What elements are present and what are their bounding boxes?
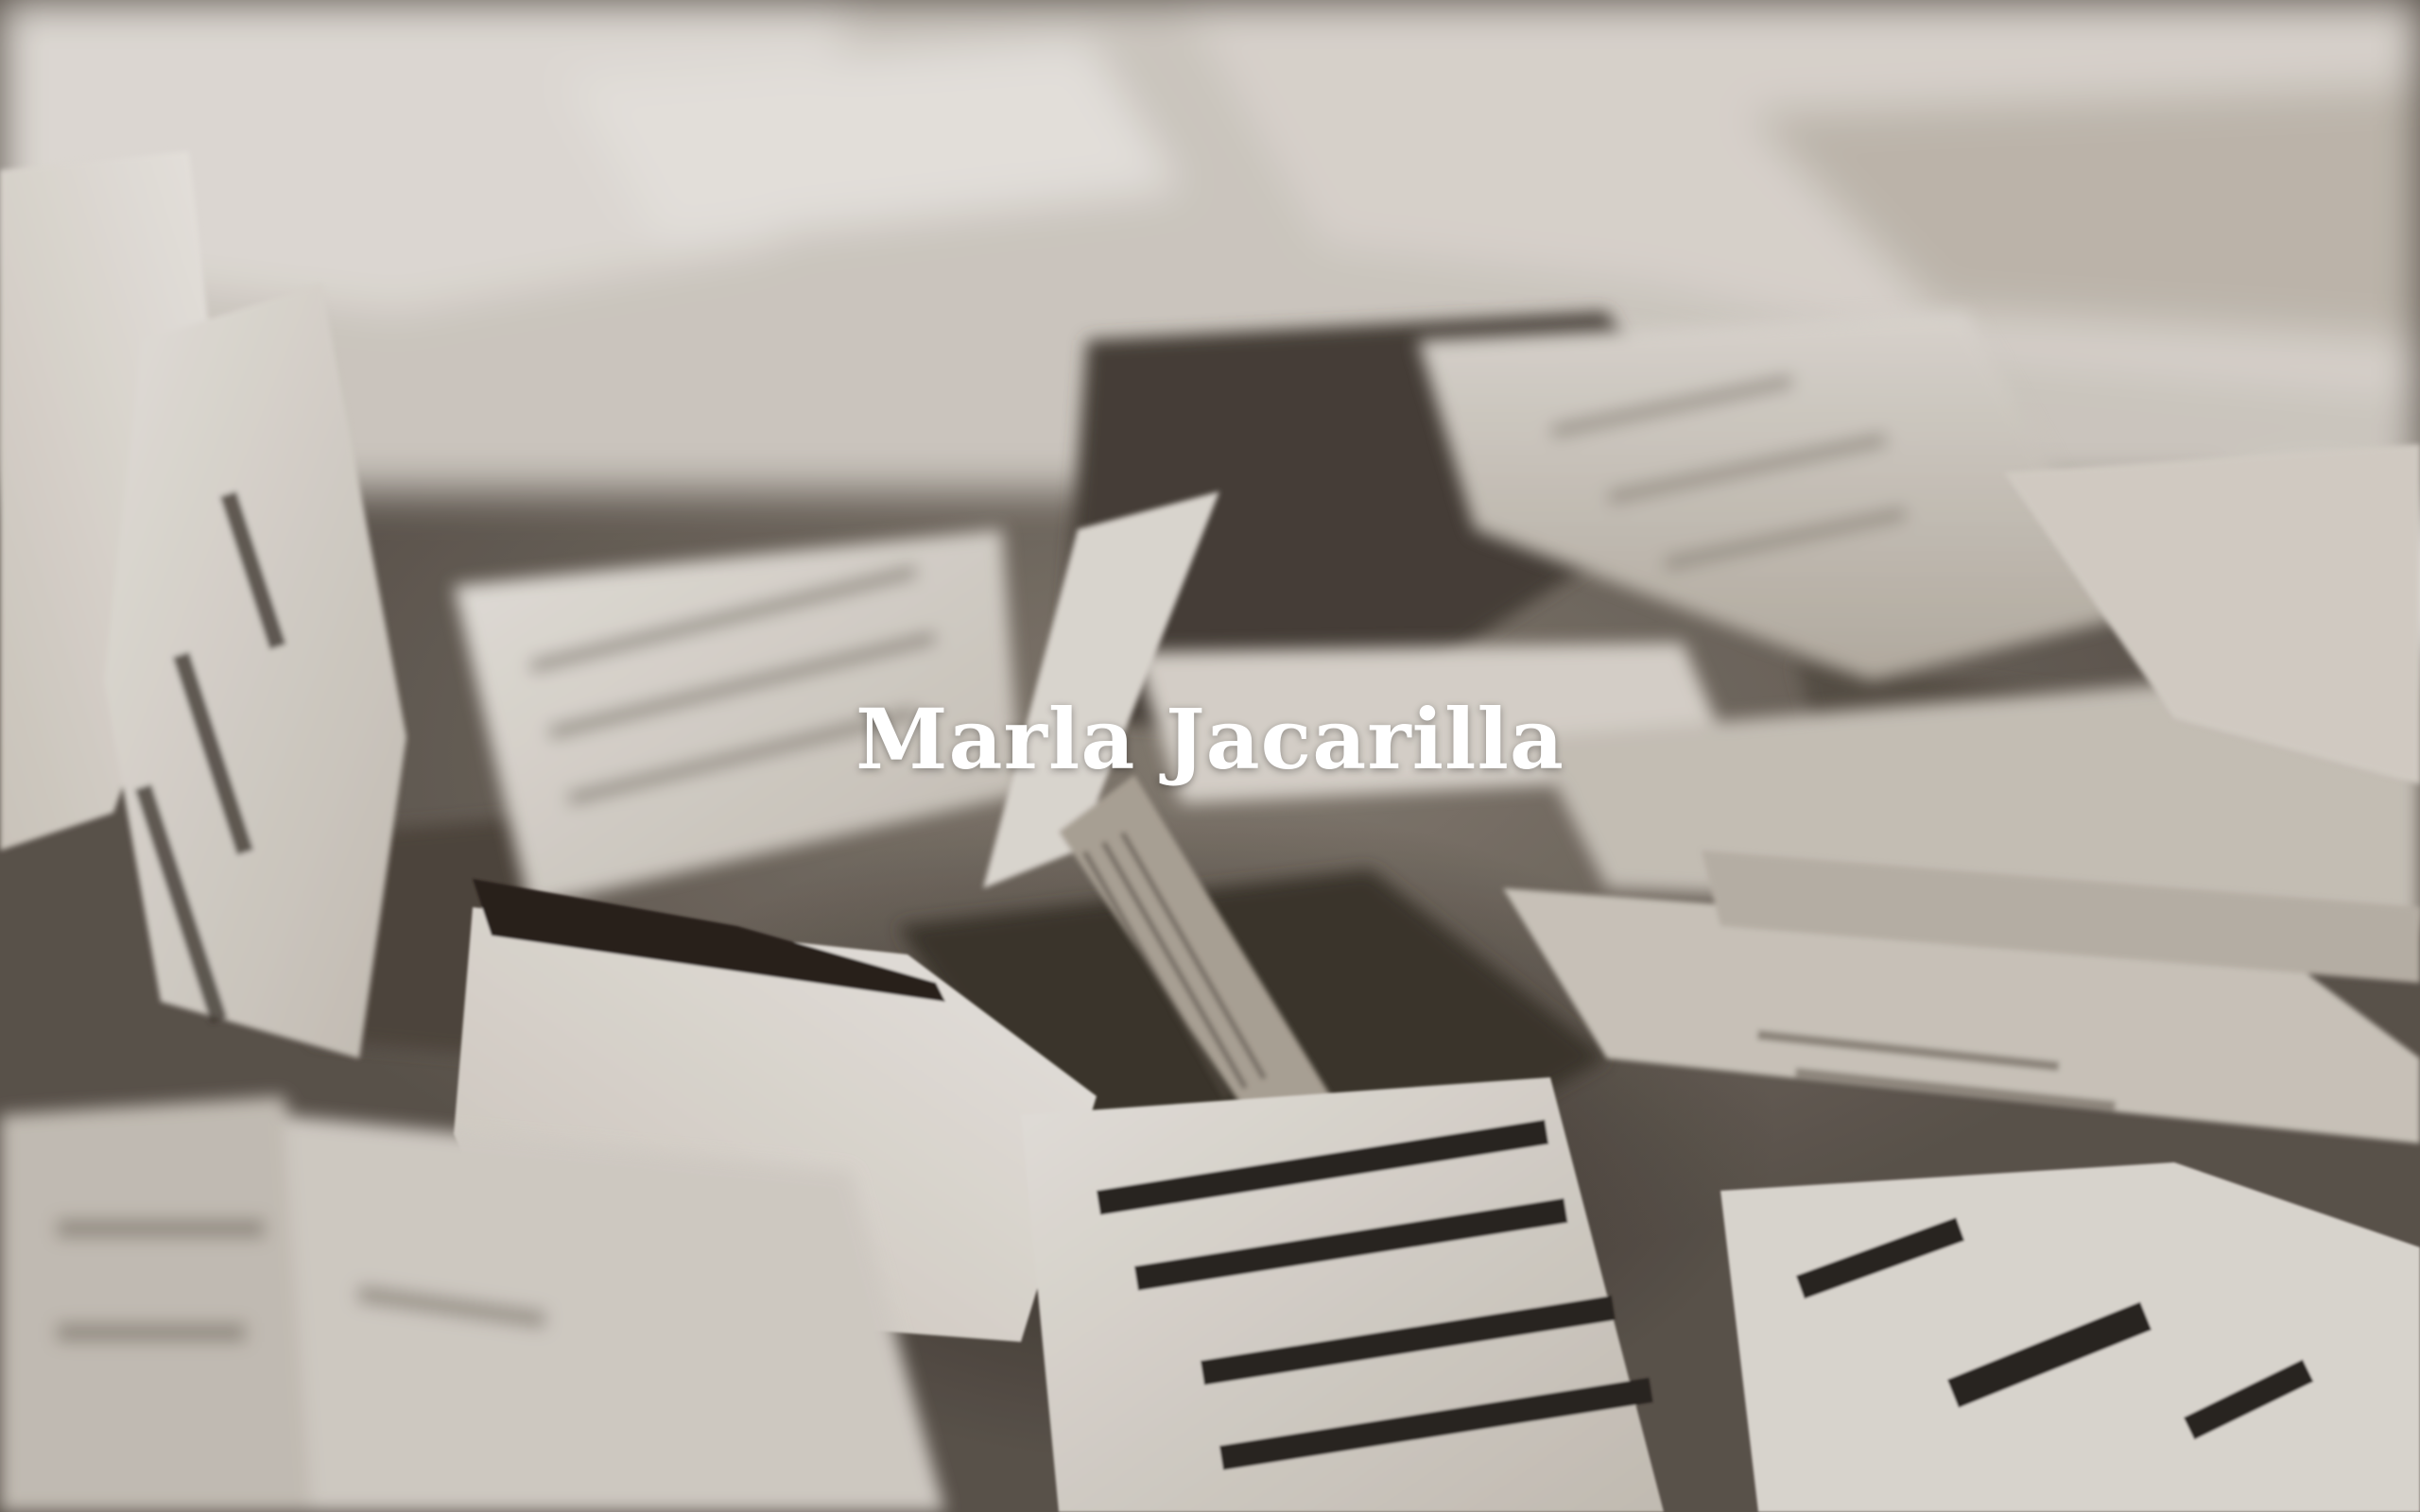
artist-name-title: Marla Jacarilla bbox=[856, 690, 1564, 788]
